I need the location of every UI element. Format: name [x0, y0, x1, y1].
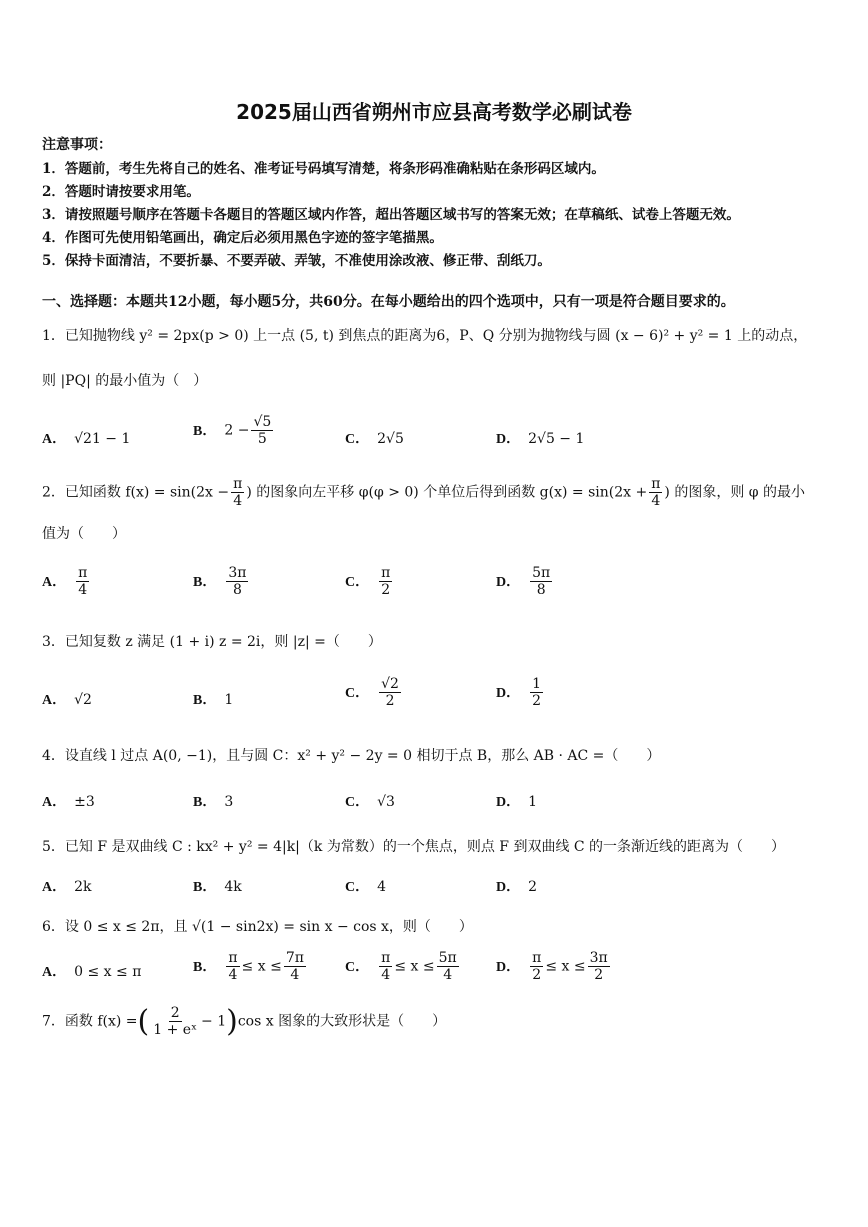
text: 4 — [377, 879, 387, 895]
text: 3π — [589, 950, 608, 966]
q3-option-c — [345, 676, 403, 709]
text: A． — [42, 965, 67, 980]
question-1-stem-cont: 则 |PQ| 的最小值为（ ） — [42, 373, 208, 389]
question-2-stem — [42, 476, 805, 509]
text: D． — [496, 432, 521, 447]
text: π — [532, 950, 542, 966]
page-title: 2025届山西省朔州市应县高考数学必刷试卷 — [236, 100, 632, 124]
text: 4 — [78, 582, 88, 599]
text: 2 — [532, 693, 542, 710]
text: ) 的图象，则 φ 的最小 — [664, 484, 806, 501]
text: √2 — [74, 692, 92, 708]
text: C． — [345, 880, 370, 895]
q5-option-c — [345, 876, 386, 896]
text: C． — [345, 574, 370, 590]
text: 4 — [651, 493, 661, 510]
text: A． — [42, 432, 67, 447]
question-6-stem: 6．设 0 ≤ x ≤ 2π，且 √(1 − sin2x) = sin x − cos x，则（ ） — [42, 919, 473, 935]
q3-option-a — [42, 689, 92, 709]
question-4-stem: 4．设直线 l 过点 A(0, −1)，且与圆 C：x² + y² − 2y = 0 相切于点 B，那么 AB · AC =（ ） — [42, 748, 661, 764]
q6-option-d — [496, 950, 612, 983]
text: 4 — [233, 493, 243, 510]
text: 2 — [594, 967, 604, 984]
text: ≤ x ≤ — [545, 958, 586, 975]
text: π — [228, 950, 238, 966]
q2-option-c — [345, 565, 394, 598]
question-3-stem: 3．已知复数 z 满足 (1 + i) z = 2i，则 |z| =（ ） — [42, 634, 382, 650]
q3-option-b — [193, 689, 233, 709]
text: C． — [345, 959, 370, 975]
text: 4 — [381, 967, 391, 984]
q1-option-b — [193, 414, 275, 447]
text: π — [381, 950, 391, 966]
text: 8 — [232, 582, 242, 599]
text: 2．已知函数 f(x) = sin(2x − — [42, 484, 230, 501]
text: C． — [345, 685, 370, 701]
text: 4k — [224, 879, 242, 895]
text: 2 — [381, 582, 391, 599]
text: 1 + eˣ — [153, 1022, 198, 1038]
q2-option-a — [42, 565, 91, 598]
q2-option-d — [496, 565, 554, 598]
text: 1 — [528, 794, 538, 810]
text: π — [233, 476, 243, 492]
text: 1 — [532, 676, 542, 692]
text: D． — [496, 574, 521, 590]
text: 2 — [528, 879, 538, 895]
q6-option-b — [193, 950, 308, 983]
question-5-stem: 5．已知 F 是双曲线 C : kx² + y² = 4|k|（k 为常数）的一个焦点，则点 F 到双曲线 C 的一条渐近线的距离为（ ） — [42, 839, 786, 855]
q2-option-b — [193, 565, 250, 598]
text: ±3 — [74, 794, 95, 810]
text: √21 − 1 — [74, 431, 131, 447]
q5-option-a — [42, 876, 92, 896]
text: C． — [345, 795, 370, 810]
text: B． — [193, 795, 217, 810]
text: 2 — [532, 967, 542, 984]
q4-option-a — [42, 791, 95, 811]
q3-option-d — [496, 676, 545, 709]
text: B． — [193, 423, 217, 439]
text: π — [651, 476, 661, 492]
text: B． — [193, 959, 217, 975]
q6-option-a — [42, 961, 141, 981]
q5-option-b — [193, 876, 242, 896]
text: B． — [193, 574, 217, 590]
text: 5 — [257, 431, 267, 448]
q5-option-d — [496, 876, 537, 896]
text: A． — [42, 880, 67, 895]
text: D． — [496, 959, 521, 975]
text: 4 — [228, 967, 238, 984]
text: B． — [193, 693, 217, 708]
q4-option-b — [193, 791, 233, 811]
text: π — [78, 565, 88, 581]
text: √3 — [377, 794, 395, 810]
q4-option-d — [496, 791, 537, 811]
text: ) 的图象向左平移 φ(φ > 0) 个单位后得到函数 g(x) = sin(2x + — [246, 484, 648, 501]
text: 4 — [290, 967, 300, 984]
question-2-stem-cont: 值为（ ） — [42, 526, 126, 542]
text: 7π — [285, 950, 304, 966]
text: √5 — [253, 414, 272, 430]
text: 2 − — [224, 422, 250, 439]
q6-option-c — [345, 950, 461, 983]
text: 5π — [438, 950, 457, 966]
text: 5π — [532, 565, 551, 581]
text: 3π — [228, 565, 247, 581]
text: π — [381, 565, 391, 581]
notice-item: 4．作图可先使用铅笔画出，确定后必须用黑色字迹的签字笔描黑。 — [42, 230, 443, 246]
text: D． — [496, 880, 521, 895]
text: 1 — [224, 692, 234, 708]
text: A． — [42, 693, 67, 708]
text: ≤ x ≤ — [394, 958, 435, 975]
text: B． — [193, 880, 217, 895]
text: 2√5 — [377, 431, 404, 447]
text: 0 ≤ x ≤ π — [74, 964, 142, 980]
notice-item: 2．答题时请按要求用笔。 — [42, 184, 200, 200]
text: A． — [42, 795, 67, 810]
text: √2 — [381, 676, 399, 692]
text: D． — [496, 795, 521, 810]
question-7-stem: 7．函数 f(x) =( $\frac{2}{\text{1 + eˣ}}$ − 1)cos x 图象的大致形状是（ ） — [42, 1004, 447, 1039]
question-1-stem: 1．已知抛物线 y² = 2px(p > 0) 上一点 (5, t) 到焦点的距离为6，P、Q 分别为抛物线与圆 (x − 6)² + y² = 1 上的动点， — [42, 328, 808, 344]
text: 7．函数 f(x) = — [42, 1013, 138, 1030]
text: 2 — [385, 693, 395, 710]
notice-item: 5．保持卡面清洁，不要折暴、不要弄破、弄皱，不准使用涂改液、修正带、刮纸刀。 — [42, 253, 551, 269]
text: ≤ x ≤ — [241, 958, 282, 975]
text: 8 — [536, 582, 546, 599]
q1-option-c — [345, 428, 404, 448]
q1-option-d — [496, 428, 584, 448]
text: 4 — [443, 967, 453, 984]
text: cos x 图象的大致形状是（ ） — [237, 1013, 447, 1030]
notice-item: 3．请按照题号顺序在答题卡各题目的答题区域内作答，超出答题区域书写的答案无效；在草稿纸、试卷上答题无效。 — [42, 207, 740, 223]
notice-heading: 注意事项： — [42, 137, 112, 153]
text: C． — [345, 432, 370, 447]
text: 3 — [224, 794, 234, 810]
text: − 1 — [201, 1013, 227, 1030]
section-heading: 一、选择题：本题共12小题，每小题5分，共60分。在每小题给出的四个选项中，只有一项是符合题目要求的。 — [42, 294, 735, 310]
q1-option-a — [42, 428, 130, 448]
text: A． — [42, 574, 67, 590]
text: D． — [496, 685, 521, 701]
notice-item: 1．答题前，考生先将自己的姓名、准考证号码填写清楚，将条形码准确粘贴在条形码区域内。 — [42, 161, 605, 177]
text: 2 — [170, 1004, 180, 1021]
text: 2√5 − 1 — [528, 431, 585, 447]
text: 2k — [74, 879, 92, 895]
q4-option-c — [345, 791, 395, 811]
